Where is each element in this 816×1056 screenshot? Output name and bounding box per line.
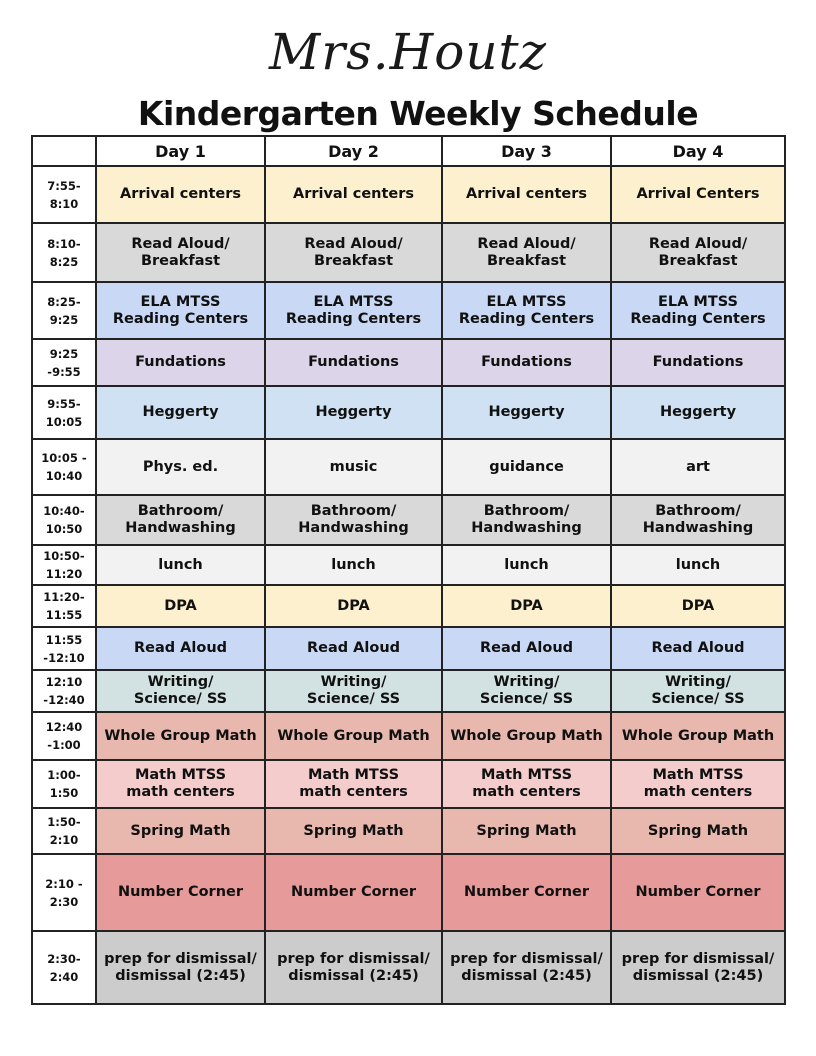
time-slot: 10:05 - 10:40 <box>32 439 96 495</box>
time-slot: 10:50- 11:20 <box>32 545 96 585</box>
activity-cell: Read Aloud/ Breakfast <box>96 223 265 282</box>
day-header: Day 4 <box>611 136 785 166</box>
schedule-row <box>32 808 785 854</box>
activity-cell: Read Aloud <box>96 627 265 670</box>
activity-cell: lunch <box>442 545 611 585</box>
time-slot: 8:10- 8:25 <box>32 223 96 282</box>
activity-cell: Arrival centers <box>265 166 442 223</box>
schedule-row <box>32 282 785 339</box>
activity-cell: Read Aloud/ Breakfast <box>265 223 442 282</box>
time-slot: 11:55 -12:10 <box>32 627 96 670</box>
activity-cell: Whole Group Math <box>611 712 785 760</box>
activity-cell: Spring Math <box>442 808 611 854</box>
schedule-row <box>32 439 785 495</box>
schedule-row <box>32 166 785 223</box>
activity-cell: Math MTSS math centers <box>96 760 265 808</box>
activity-cell: Heggerty <box>265 386 442 439</box>
time-slot: 9:55- 10:05 <box>32 386 96 439</box>
activity-cell: lunch <box>265 545 442 585</box>
activity-cell: Math MTSS math centers <box>611 760 785 808</box>
schedule-table <box>31 135 786 1005</box>
schedule-row <box>32 223 785 282</box>
activity-cell: Fundations <box>96 339 265 386</box>
activity-cell: Fundations <box>611 339 785 386</box>
activity-cell: Writing/ Science/ SS <box>442 670 611 712</box>
activity-cell: prep for dismissal/ dismissal (2:45) <box>265 931 442 1004</box>
activity-cell: Arrival centers <box>96 166 265 223</box>
time-slot: 12:40 -1:00 <box>32 712 96 760</box>
activity-cell: Spring Math <box>265 808 442 854</box>
activity-cell: Arrival Centers <box>611 166 785 223</box>
time-slot: 12:10 -12:40 <box>32 670 96 712</box>
activity-cell: Fundations <box>265 339 442 386</box>
header-row <box>32 136 785 166</box>
activity-cell: DPA <box>96 585 265 627</box>
time-slot: 8:25- 9:25 <box>32 282 96 339</box>
activity-cell: art <box>611 439 785 495</box>
time-slot: 10:40- 10:50 <box>32 495 96 545</box>
teacher-name: Mrs.Houtz <box>269 23 547 81</box>
day-header: Day 2 <box>265 136 442 166</box>
activity-cell: Writing/ Science/ SS <box>96 670 265 712</box>
activity-cell: Math MTSS math centers <box>442 760 611 808</box>
schedule-row <box>32 627 785 670</box>
activity-cell: Bathroom/ Handwashing <box>265 495 442 545</box>
activity-cell: guidance <box>442 439 611 495</box>
day-header: Day 1 <box>96 136 265 166</box>
activity-cell: music <box>265 439 442 495</box>
activity-cell: ELA MTSS Reading Centers <box>442 282 611 339</box>
activity-cell: Number Corner <box>265 854 442 931</box>
activity-cell: Arrival centers <box>442 166 611 223</box>
time-slot: 1:50- 2:10 <box>32 808 96 854</box>
activity-cell: ELA MTSS Reading Centers <box>265 282 442 339</box>
activity-cell: Writing/ Science/ SS <box>611 670 785 712</box>
activity-cell: Writing/ Science/ SS <box>265 670 442 712</box>
schedule-row <box>32 339 785 386</box>
activity-cell: ELA MTSS Reading Centers <box>611 282 785 339</box>
schedule-row <box>32 545 785 585</box>
activity-cell: Spring Math <box>96 808 265 854</box>
activity-cell: Read Aloud/ Breakfast <box>611 223 785 282</box>
activity-cell: Read Aloud <box>265 627 442 670</box>
activity-cell: Heggerty <box>442 386 611 439</box>
schedule-row <box>32 760 785 808</box>
schedule-row <box>32 386 785 439</box>
activity-cell: DPA <box>442 585 611 627</box>
time-slot: 9:25 -9:55 <box>32 339 96 386</box>
activity-cell: Bathroom/ Handwashing <box>442 495 611 545</box>
page-title: Kindergarten Weekly Schedule <box>137 94 699 133</box>
time-slot: 1:00- 1:50 <box>32 760 96 808</box>
activity-cell: prep for dismissal/ dismissal (2:45) <box>96 931 265 1004</box>
activity-cell: lunch <box>611 545 785 585</box>
activity-cell: Read Aloud <box>611 627 785 670</box>
activity-cell: Bathroom/ Handwashing <box>611 495 785 545</box>
schedule-row <box>32 495 785 545</box>
schedule-row <box>32 712 785 760</box>
activity-cell: Whole Group Math <box>265 712 442 760</box>
activity-cell: Number Corner <box>96 854 265 931</box>
schedule-row <box>32 670 785 712</box>
time-slot: 2:10 - 2:30 <box>32 854 96 931</box>
activity-cell: Phys. ed. <box>96 439 265 495</box>
schedule-row <box>32 585 785 627</box>
time-slot: 11:20- 11:55 <box>32 585 96 627</box>
activity-cell: Number Corner <box>442 854 611 931</box>
schedule-row <box>32 854 785 931</box>
activity-cell: Whole Group Math <box>96 712 265 760</box>
activity-cell: ELA MTSS Reading Centers <box>96 282 265 339</box>
time-slot: 2:30- 2:40 <box>32 931 96 1004</box>
activity-cell: prep for dismissal/ dismissal (2:45) <box>442 931 611 1004</box>
schedule-row <box>32 931 785 1004</box>
activity-cell: Read Aloud <box>442 627 611 670</box>
activity-cell: Fundations <box>442 339 611 386</box>
time-slot: 7:55- 8:10 <box>32 166 96 223</box>
activity-cell: Number Corner <box>611 854 785 931</box>
activity-cell: lunch <box>96 545 265 585</box>
activity-cell: DPA <box>611 585 785 627</box>
corner-cell <box>32 136 96 166</box>
activity-cell: Heggerty <box>611 386 785 439</box>
activity-cell: Bathroom/ Handwashing <box>96 495 265 545</box>
activity-cell: DPA <box>265 585 442 627</box>
activity-cell: Math MTSS math centers <box>265 760 442 808</box>
activity-cell: Spring Math <box>611 808 785 854</box>
activity-cell: Read Aloud/ Breakfast <box>442 223 611 282</box>
activity-cell: Whole Group Math <box>442 712 611 760</box>
day-header: Day 3 <box>442 136 611 166</box>
activity-cell: Heggerty <box>96 386 265 439</box>
activity-cell: prep for dismissal/ dismissal (2:45) <box>611 931 785 1004</box>
